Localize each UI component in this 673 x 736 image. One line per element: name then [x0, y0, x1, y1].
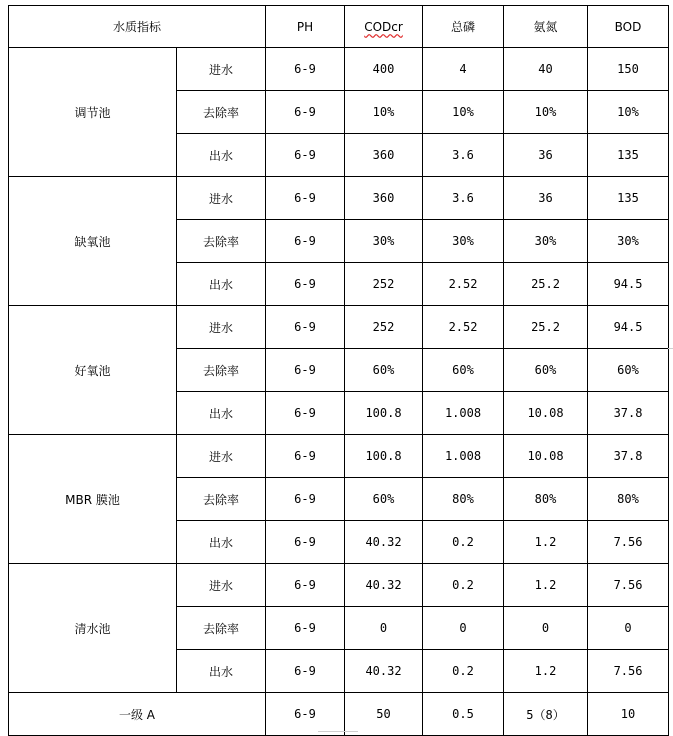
table-row	[9, 306, 669, 349]
value-ph: 6-9	[266, 91, 345, 134]
value-total-phosphorus: 10%	[423, 91, 504, 134]
value-bod: 37.8	[588, 435, 669, 478]
value-ammonia-nitrogen: 10.08	[504, 392, 588, 435]
value-codcr: 252	[345, 306, 423, 349]
value-ph: 6-9	[266, 134, 345, 177]
value-total-phosphorus: 0.2	[423, 521, 504, 564]
stage-label: 出水	[177, 521, 266, 564]
value-codcr: 100.8	[345, 435, 423, 478]
value-ammonia-nitrogen: 80%	[504, 478, 588, 521]
value-ammonia-nitrogen: 0	[504, 607, 588, 650]
header-ammonia-nitrogen: 氨氮	[504, 6, 588, 48]
value-total-phosphorus: 30%	[423, 220, 504, 263]
value-codcr: 400	[345, 48, 423, 91]
value-ammonia-nitrogen: 60%	[504, 349, 588, 392]
stage-label: 进水	[177, 48, 266, 91]
value-ph: 6-9	[266, 220, 345, 263]
standard-row	[9, 693, 669, 736]
value-ph: 6-9	[266, 263, 345, 306]
faint-divider-right	[668, 348, 673, 349]
value-bod: 0	[588, 607, 669, 650]
standard-total-phosphorus: 0.5	[423, 693, 504, 736]
value-bod: 135	[588, 177, 669, 220]
stage-label: 出水	[177, 263, 266, 306]
value-total-phosphorus: 3.6	[423, 177, 504, 220]
value-ammonia-nitrogen: 10.08	[504, 435, 588, 478]
value-bod: 80%	[588, 478, 669, 521]
standard-ammonia-nitrogen: 5（8）	[504, 693, 588, 736]
stage-label: 去除率	[177, 478, 266, 521]
stage-label: 进水	[177, 564, 266, 607]
value-ammonia-nitrogen: 1.2	[504, 521, 588, 564]
value-total-phosphorus: 0.2	[423, 650, 504, 693]
value-total-phosphorus: 80%	[423, 478, 504, 521]
stage-label: 进水	[177, 306, 266, 349]
value-ph: 6-9	[266, 435, 345, 478]
value-bod: 94.5	[588, 306, 669, 349]
value-ammonia-nitrogen: 1.2	[504, 564, 588, 607]
section-name: MBR 膜池	[9, 435, 177, 564]
value-ph: 6-9	[266, 392, 345, 435]
value-codcr: 40.32	[345, 521, 423, 564]
value-total-phosphorus: 2.52	[423, 263, 504, 306]
value-ph: 6-9	[266, 607, 345, 650]
header-indicator: 水质指标	[9, 6, 266, 48]
value-total-phosphorus: 1.008	[423, 435, 504, 478]
value-codcr: 40.32	[345, 650, 423, 693]
table-row	[9, 48, 669, 91]
value-total-phosphorus: 60%	[423, 349, 504, 392]
value-codcr: 60%	[345, 349, 423, 392]
value-bod: 37.8	[588, 392, 669, 435]
value-codcr: 30%	[345, 220, 423, 263]
header-total-phosphorus: 总磷	[423, 6, 504, 48]
header-bod: BOD	[588, 6, 669, 48]
header-ph: PH	[266, 6, 345, 48]
stage-label: 去除率	[177, 349, 266, 392]
value-total-phosphorus: 2.52	[423, 306, 504, 349]
header-codcr	[345, 6, 423, 48]
value-ph: 6-9	[266, 478, 345, 521]
value-ph: 6-9	[266, 177, 345, 220]
standard-label: 一级 A	[9, 693, 266, 736]
value-codcr: 0	[345, 607, 423, 650]
value-ammonia-nitrogen: 40	[504, 48, 588, 91]
value-bod: 94.5	[588, 263, 669, 306]
value-ammonia-nitrogen: 30%	[504, 220, 588, 263]
value-ammonia-nitrogen: 25.2	[504, 263, 588, 306]
value-bod: 150	[588, 48, 669, 91]
standard-ph: 6-9	[266, 693, 345, 736]
table-row	[9, 564, 669, 607]
value-codcr: 10%	[345, 91, 423, 134]
value-ammonia-nitrogen: 10%	[504, 91, 588, 134]
value-codcr: 360	[345, 134, 423, 177]
value-ammonia-nitrogen: 36	[504, 177, 588, 220]
section-name: 清水池	[9, 564, 177, 693]
section-name: 好氧池	[9, 306, 177, 435]
stage-label: 出水	[177, 392, 266, 435]
value-ph: 6-9	[266, 650, 345, 693]
value-codcr: 40.32	[345, 564, 423, 607]
stage-label: 去除率	[177, 607, 266, 650]
value-ph: 6-9	[266, 521, 345, 564]
value-total-phosphorus: 4	[423, 48, 504, 91]
value-ammonia-nitrogen: 36	[504, 134, 588, 177]
value-ph: 6-9	[266, 48, 345, 91]
section-name: 缺氧池	[9, 177, 177, 306]
stage-label: 进水	[177, 435, 266, 478]
value-bod: 10%	[588, 91, 669, 134]
header-codcr-text: CODcr	[364, 19, 403, 34]
value-ph: 6-9	[266, 306, 345, 349]
value-total-phosphorus: 0	[423, 607, 504, 650]
value-bod: 60%	[588, 349, 669, 392]
value-bod: 7.56	[588, 650, 669, 693]
stage-label: 去除率	[177, 220, 266, 263]
value-codcr: 60%	[345, 478, 423, 521]
value-ph: 6-9	[266, 349, 345, 392]
value-ammonia-nitrogen: 1.2	[504, 650, 588, 693]
faint-divider-bottom	[318, 731, 358, 732]
value-bod: 7.56	[588, 564, 669, 607]
value-ph: 6-9	[266, 564, 345, 607]
value-bod: 7.56	[588, 521, 669, 564]
standard-bod: 10	[588, 693, 669, 736]
section-name: 调节池	[9, 48, 177, 177]
stage-label: 去除率	[177, 91, 266, 134]
value-codcr: 360	[345, 177, 423, 220]
stage-label: 进水	[177, 177, 266, 220]
standard-codcr: 50	[345, 693, 423, 736]
water-quality-table	[8, 5, 669, 736]
stage-label: 出水	[177, 134, 266, 177]
stage-label: 出水	[177, 650, 266, 693]
table-row	[9, 177, 669, 220]
value-total-phosphorus: 3.6	[423, 134, 504, 177]
header-row	[9, 6, 669, 48]
value-total-phosphorus: 0.2	[423, 564, 504, 607]
value-codcr: 100.8	[345, 392, 423, 435]
value-codcr: 252	[345, 263, 423, 306]
table-row	[9, 435, 669, 478]
value-bod: 135	[588, 134, 669, 177]
value-total-phosphorus: 1.008	[423, 392, 504, 435]
value-bod: 30%	[588, 220, 669, 263]
value-ammonia-nitrogen: 25.2	[504, 306, 588, 349]
